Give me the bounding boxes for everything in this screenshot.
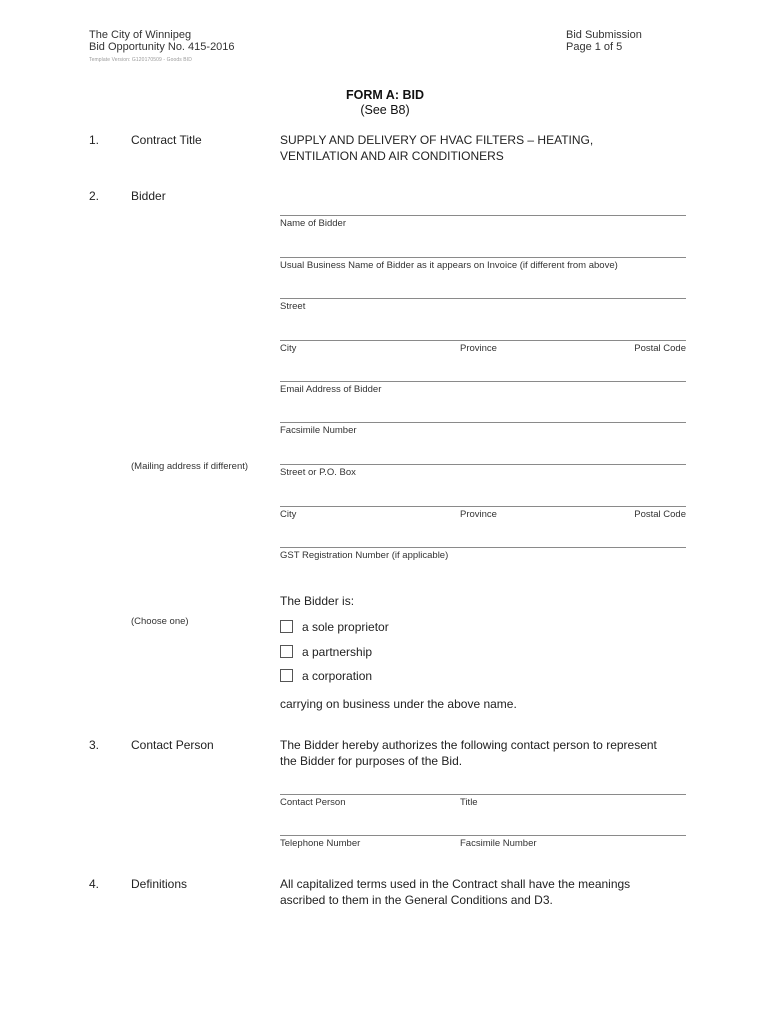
fax-line[interactable] <box>280 422 686 423</box>
gst-caption: GST Registration Number (if applicable) <box>280 550 449 561</box>
contact-fax-caption: Facsimile Number <box>460 838 537 849</box>
fax-caption: Facsimile Number <box>280 425 357 436</box>
contact-text-line2: the Bidder for purposes of the Bid. <box>280 754 463 768</box>
contract-title-label: Contract Title <box>131 133 202 147</box>
form-subtitle: (See B8) <box>360 103 410 117</box>
city-province-postal-line[interactable] <box>280 340 686 341</box>
corporation-label: a corporation <box>302 669 373 683</box>
template-version: Template Version: G120170509 - Goods BID <box>89 57 192 63</box>
bidder-name-caption: Name of Bidder <box>280 218 347 229</box>
contact-person-label: Contact Person <box>131 738 214 752</box>
choose-one-note: (Choose one) <box>131 616 189 627</box>
corporation-checkbox[interactable] <box>280 669 293 682</box>
po-box-caption: Street or P.O. Box <box>280 467 356 478</box>
bidder-label: Bidder <box>131 189 166 203</box>
definitions-label: Definitions <box>131 877 188 891</box>
partnership-checkbox[interactable] <box>280 645 293 658</box>
po-box-line[interactable] <box>280 464 686 465</box>
contract-title-line2: VENTILATION AND AIR CONDITIONERS <box>280 149 504 163</box>
section-number-1: 1. <box>89 133 100 147</box>
gst-line[interactable] <box>280 547 686 548</box>
street-caption: Street <box>280 301 306 312</box>
definitions-text-line2: ascribed to them in the General Conditions and D3. <box>280 893 553 907</box>
contact-title-caption: Title <box>460 797 478 808</box>
street-line[interactable] <box>280 298 686 299</box>
city-caption: City <box>280 343 297 354</box>
mailing-province-caption: Province <box>460 509 497 520</box>
bidder-name-line[interactable] <box>280 215 686 216</box>
postal-code-caption: Postal Code <box>634 343 686 354</box>
definitions-text-line1: All capitalized terms used in the Contract shall have the meanings <box>280 877 631 891</box>
bidder-is-label: The Bidder is: <box>280 594 355 608</box>
header-submission: Bid Submission <box>566 29 642 41</box>
header-bid-opportunity: Bid Opportunity No. 415-2016 <box>89 41 235 53</box>
sole-proprietor-label: a sole proprietor <box>302 620 389 634</box>
telephone-caption: Telephone Number <box>280 838 361 849</box>
mailing-city-line[interactable] <box>280 506 686 507</box>
form-title: FORM A: BID <box>346 88 424 102</box>
carrying-on-text: carrying on business under the above name. <box>280 697 517 711</box>
contract-title-line1: SUPPLY AND DELIVERY OF HVAC FILTERS – HEATING, <box>280 133 594 147</box>
mailing-address-note: (Mailing address if different) <box>131 461 249 472</box>
business-name-line[interactable] <box>280 257 686 258</box>
section-number-3: 3. <box>89 738 100 752</box>
sole-proprietor-checkbox[interactable] <box>280 620 293 633</box>
mailing-postal-caption: Postal Code <box>634 509 686 520</box>
contact-phone-line[interactable] <box>280 835 686 836</box>
header-city: The City of Winnipeg <box>89 29 192 41</box>
email-caption: Email Address of Bidder <box>280 384 382 395</box>
header-page: Page 1 of 5 <box>566 41 623 53</box>
business-name-caption: Usual Business Name of Bidder as it appears on Invoice (if different from above) <box>280 260 618 271</box>
mailing-city-caption: City <box>280 509 297 520</box>
email-line[interactable] <box>280 381 686 382</box>
section-number-2: 2. <box>89 189 100 203</box>
contact-person-caption: Contact Person <box>280 797 346 808</box>
partnership-label: a partnership <box>302 645 373 659</box>
section-number-4: 4. <box>89 877 100 891</box>
contact-text-line1: The Bidder hereby authorizes the following contact person to represent <box>280 738 657 752</box>
province-caption: Province <box>460 343 497 354</box>
contact-person-line[interactable] <box>280 794 686 795</box>
